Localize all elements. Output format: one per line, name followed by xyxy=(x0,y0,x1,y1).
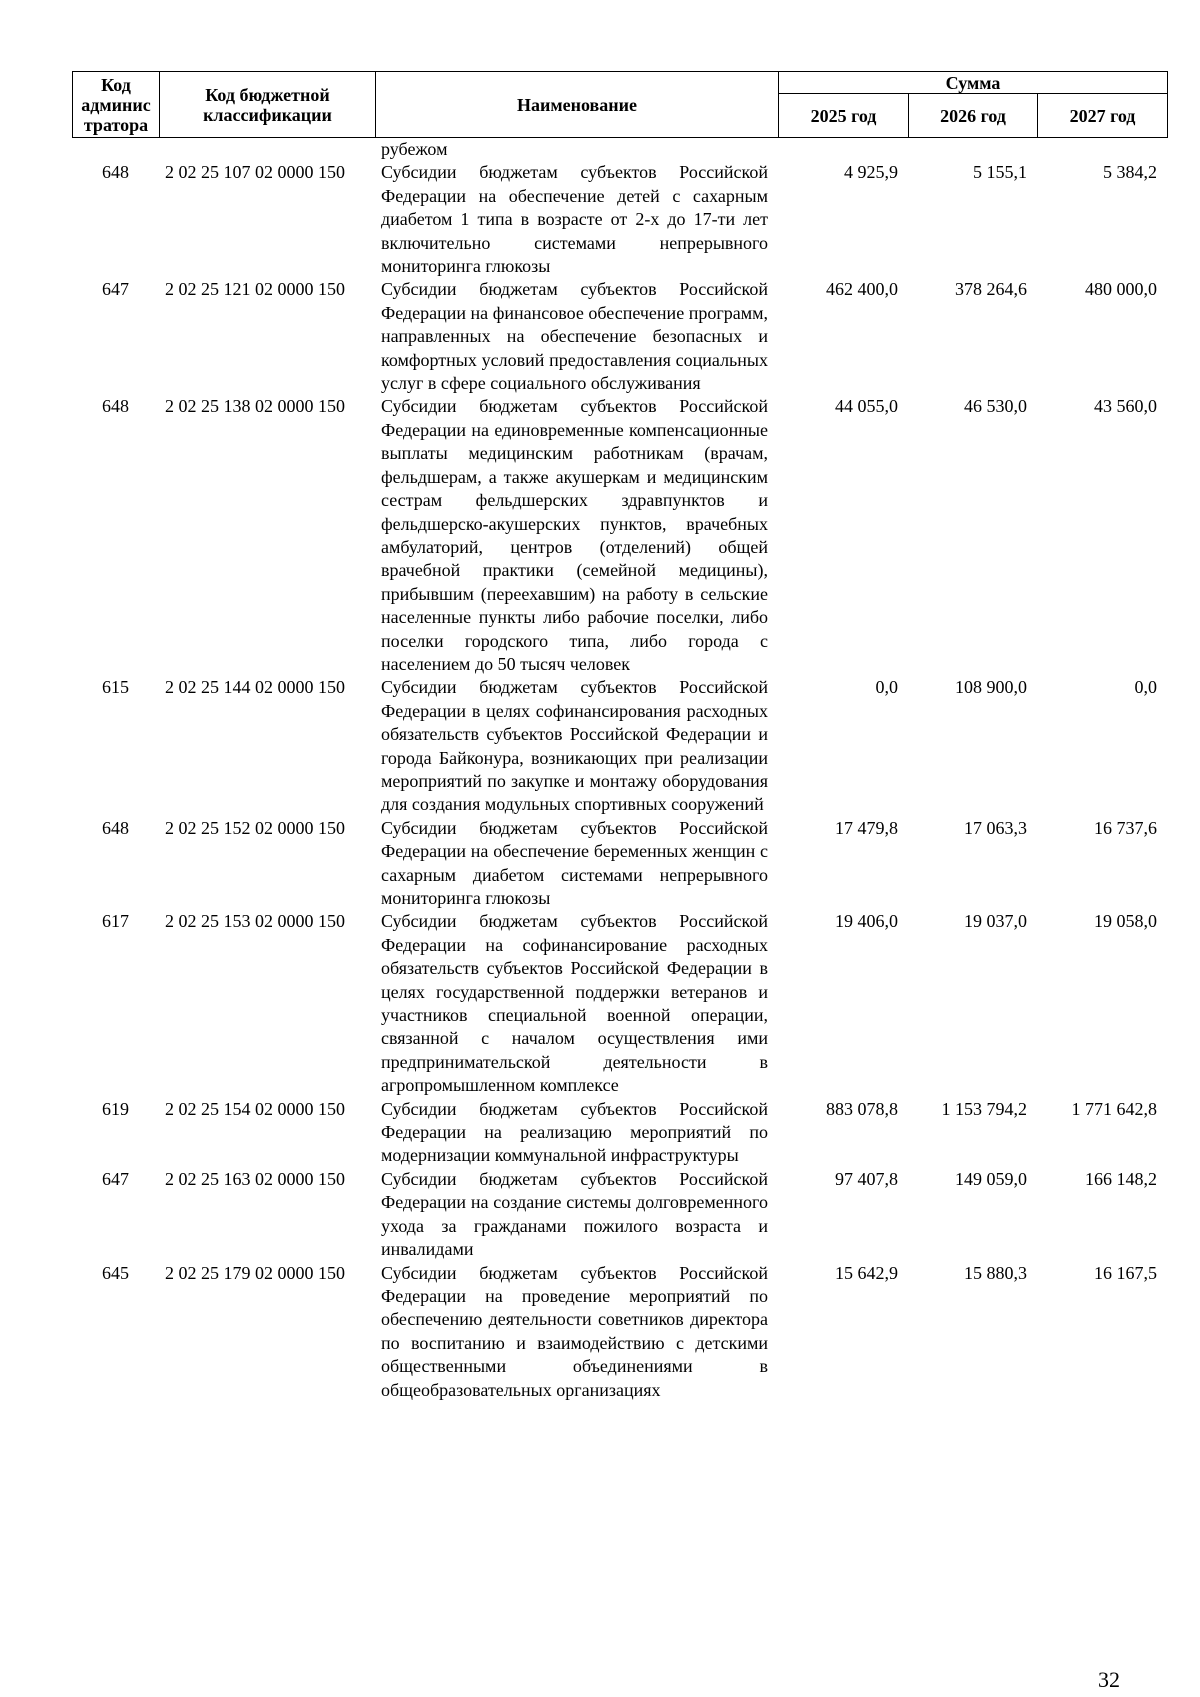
page-number: 32 xyxy=(1098,1667,1120,1692)
amount-2026-cell: 46 530,0 xyxy=(964,396,1027,417)
amount-2025-cell: 97 407,8 xyxy=(835,1168,898,1189)
name-cell: Субсидии бюджетам субъектов Российской Федерации на создание системы долговременного ухода за гражданами пожилого возраста и инвалидами xyxy=(381,1168,768,1260)
amount-2026-cell: 15 880,3 xyxy=(964,1262,1027,1283)
amount-2026-cell: 149 059,0 xyxy=(955,1168,1027,1189)
budget-code-cell: 2 02 25 144 02 0000 150 xyxy=(165,677,345,698)
amount-2027-cell: 16 737,6 xyxy=(1094,817,1157,838)
table-row xyxy=(72,1098,1167,1168)
budget-code-cell: 2 02 25 179 02 0000 150 xyxy=(165,1262,345,1283)
name-cell: Субсидии бюджетам субъектов Российской Федерации на реализацию мероприятий по модернизации коммунальной инфраструктуры xyxy=(381,1098,768,1166)
amount-2026-cell: 378 264,6 xyxy=(955,279,1027,300)
amount-2025-cell: 15 642,9 xyxy=(835,1262,898,1283)
amount-2027-cell: 166 148,2 xyxy=(1085,1168,1157,1189)
table-body xyxy=(72,138,1167,1402)
header-year-2025: 2025 год xyxy=(779,94,909,138)
amount-2027-cell: 43 560,0 xyxy=(1094,396,1157,417)
budget-table xyxy=(72,71,1167,1402)
amount-2026-cell: 19 037,0 xyxy=(964,911,1027,932)
admin-code-cell: 617 xyxy=(102,911,129,932)
header-admin-code: Код админис тратора xyxy=(73,72,160,138)
table-row xyxy=(72,278,1167,395)
amount-2027-cell: 19 058,0 xyxy=(1094,911,1157,932)
header-budget-classification: Код бюджетной классификации xyxy=(160,72,376,138)
amount-2025-cell: 883 078,8 xyxy=(826,1098,898,1119)
header-year-2027: 2027 год xyxy=(1038,94,1168,138)
budget-code-cell: 2 02 25 154 02 0000 150 xyxy=(165,1098,345,1119)
name-cell: Субсидии бюджетам субъектов Российской Федерации на обеспечение беременных женщин с сахарным диабетом системами непрерывного мониторинга глюкозы xyxy=(381,817,768,908)
budget-code-cell: 2 02 25 152 02 0000 150 xyxy=(165,817,345,838)
header-year-2026: 2026 год xyxy=(909,94,1038,138)
continuation-row xyxy=(72,138,1167,161)
name-cell: Субсидии бюджетам субъектов Российской Федерации на проведение мероприятий по обеспечению деятельности советников директора по воспитанию и взаимодействию с детскими общественными объединениями в общеобразовательных организациях xyxy=(381,1262,768,1400)
admin-code-cell: 647 xyxy=(102,279,129,300)
admin-code-cell: 647 xyxy=(102,1168,129,1189)
amount-2025-cell: 17 479,8 xyxy=(835,817,898,838)
amount-2027-cell: 5 384,2 xyxy=(1103,162,1157,183)
table-row xyxy=(72,161,1167,278)
amount-2027-cell: 0,0 xyxy=(1134,677,1157,698)
continuation-text: рубежом xyxy=(381,139,448,159)
amount-2027-cell: 1 771 642,8 xyxy=(1071,1098,1157,1119)
name-cell: Субсидии бюджетам субъектов Российской Федерации на финансовое обеспечение программ, направленных на обеспечение безопасных и комфортных условий предоставления социальных услуг в сфере социального обслуживания xyxy=(381,279,768,394)
admin-code-cell: 619 xyxy=(102,1098,129,1119)
amount-2026-cell: 17 063,3 xyxy=(964,817,1027,838)
admin-code-cell: 615 xyxy=(102,677,129,698)
name-cell: Субсидии бюджетам субъектов Российской Федерации на софинансирование расходных обязательств субъектов Российской Федерации в целях государственной поддержки ветеранов и участников специальной военной операции, связанной с началом осуществления ими предпринимательской деятельности в агропромышленном комплексе xyxy=(381,911,768,1096)
table-row xyxy=(72,1262,1167,1402)
admin-code-cell: 648 xyxy=(102,162,129,183)
table-header xyxy=(72,71,1168,138)
budget-code-cell: 2 02 25 163 02 0000 150 xyxy=(165,1168,345,1189)
amount-2026-cell: 108 900,0 xyxy=(955,677,1027,698)
budget-code-cell: 2 02 25 121 02 0000 150 xyxy=(165,279,345,300)
header-name: Наименование xyxy=(376,72,779,138)
amount-2026-cell: 1 153 794,2 xyxy=(941,1098,1027,1119)
amount-2026-cell: 5 155,1 xyxy=(973,162,1027,183)
table-row xyxy=(72,817,1167,911)
amount-2025-cell: 0,0 xyxy=(875,677,898,698)
table-row xyxy=(72,1168,1167,1262)
header-sum: Сумма xyxy=(779,72,1168,94)
budget-code-cell: 2 02 25 107 02 0000 150 xyxy=(165,162,345,183)
amount-2025-cell: 462 400,0 xyxy=(826,279,898,300)
admin-code-cell: 648 xyxy=(102,817,129,838)
admin-code-cell: 645 xyxy=(102,1262,129,1283)
amount-2027-cell: 16 167,5 xyxy=(1094,1262,1157,1283)
table-row xyxy=(72,676,1167,816)
name-cell: Субсидии бюджетам субъектов Российской Федерации на обеспечение детей с сахарным диабетом 1 типа в возрасте от 2-х до 17-ти лет включительно системами непрерывного мониторинга глюкозы xyxy=(381,162,768,277)
budget-code-cell: 2 02 25 138 02 0000 150 xyxy=(165,396,345,417)
budget-code-cell: 2 02 25 153 02 0000 150 xyxy=(165,911,345,932)
amount-2027-cell: 480 000,0 xyxy=(1085,279,1157,300)
table-row xyxy=(72,910,1167,1097)
table-row xyxy=(72,395,1167,676)
amount-2025-cell: 19 406,0 xyxy=(835,911,898,932)
amount-2025-cell: 44 055,0 xyxy=(835,396,898,417)
name-cell: Субсидии бюджетам субъектов Российской Федерации на единовременные компенсационные выплаты медицинским работникам (врачам, фельдшерам, а также акушеркам и медицинским сестрам фельдшерских здравпунктов и фельдшерско-акушерских пунктов, врачебных амбулаторий, центров (отделений) общей врачебной практики (семейной медицины), прибывшим (переехавшим) на работу в сельские населенные пункты либо рабочие поселки, либо поселки городского типа, либо города с населением до 50 тысяч человек xyxy=(381,396,768,674)
admin-code-cell: 648 xyxy=(102,396,129,417)
amount-2025-cell: 4 925,9 xyxy=(844,162,898,183)
name-cell: Субсидии бюджетам субъектов Российской Федерации в целях софинансирования расходных обязательств субъектов Российской Федерации и города Байконура, возникающих при реализации мероприятий по закупке и монтажу оборудования для создания модульных спортивных сооружений xyxy=(381,677,768,815)
